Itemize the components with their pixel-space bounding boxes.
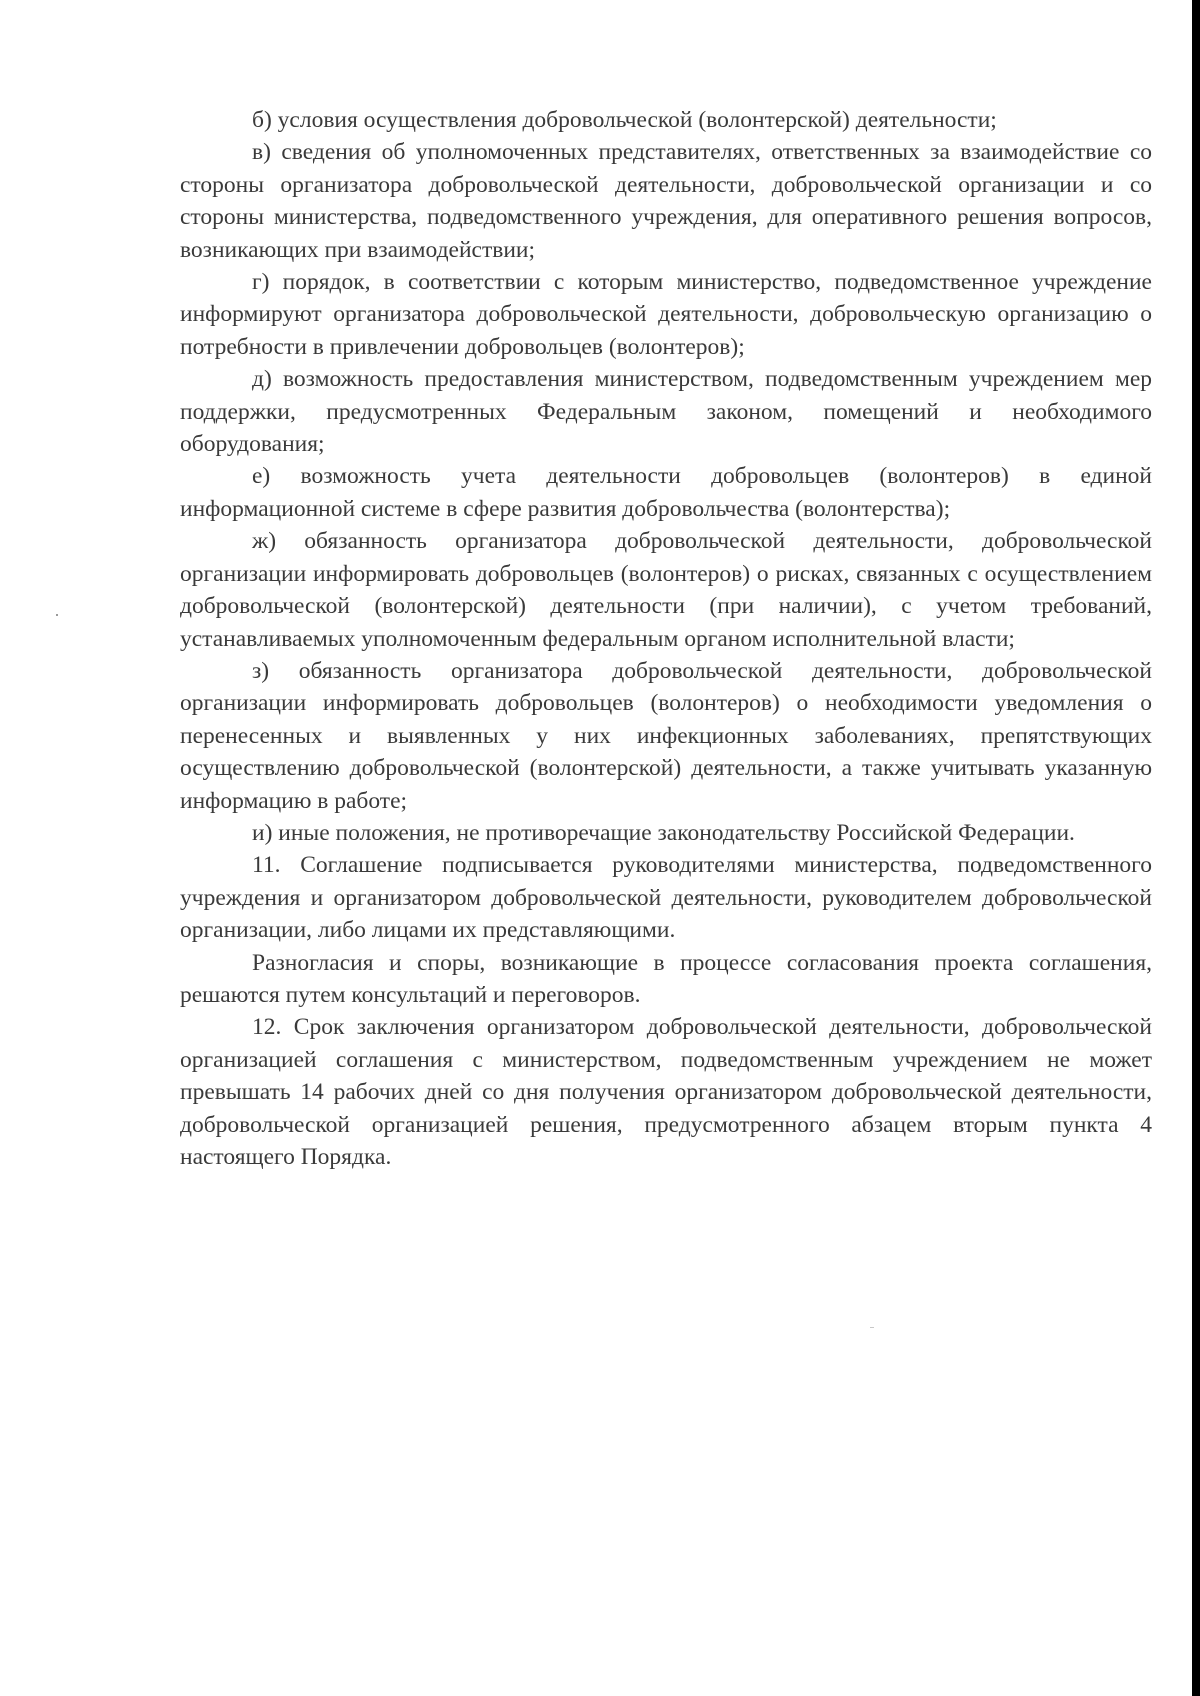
- paragraph-11: 11. Соглашение подписывается руководителями министерства, подведомственного учреждения и организатором добровольческой деятельности, руководителем добровольческой организации, либо лицами их представляющими.: [180, 852, 1152, 944]
- paragraph-b: б) условия осуществления добровольческой (волонтерской) деятельности;: [252, 107, 997, 133]
- paragraph-12: 12. Срок заключения организатором добровольческой деятельности, добровольческой организацией соглашения с министерством, подведомственным учреждением не может превышать 14 рабочих дней со дня получения организатором добровольческой деятельности, добровольческой организацией решения, предусмотренного абзацем вторым пункта 4 настоящего Порядка.: [180, 1014, 1152, 1170]
- paragraph-g: г) порядок, в соответствии с которым министерство, подведомственное учреждение информируют организатора добровольческой деятельности, добровольческую организацию о потребности в привлечении добровольцев (волонтеров);: [180, 269, 1152, 360]
- paragraph-d: д) возможность предоставления министерством, подведомственным учреждением мер поддержки, предусмотренных Федеральным законом, помещений и необходимого оборудования;: [180, 366, 1152, 458]
- paragraph-e: е) возможность учета деятельности добровольцев (волонтеров) в единой информационной системе в сфере развития добровольчества (волонтерства);: [180, 463, 1152, 522]
- paragraph-z: з) обязанность организатора добровольческой деятельности, добровольческой организации информировать добровольцев (волонтеров) о необходимости уведомления о перенесенных и выявленных у них инфекционных заболеваниях, препятствующих осуществлению добровольческой (волонтерской) деятельности, а также учитывать указанную информацию в работе;: [180, 657, 1152, 814]
- scan-speck: [870, 1327, 874, 1328]
- scan-speck: [56, 614, 58, 616]
- paragraph-v: в) сведения об уполномоченных представителях, ответственных за взаимодействие со стороны организатора добровольческой деятельности, добровольческой организации и со стороны министерства, подведомственного учреждения, для оперативного решения вопросов, возникающих при взаимодействии;: [180, 139, 1152, 263]
- paragraph-zh: ж) обязанность организатора добровольческой деятельности, добровольческой организации информировать добровольцев (волонтеров) о рисках, связанных с осуществлением добровольческой (волонтерской) деятельности (при наличии), с учетом требований, устанавливаемых уполномоченным федеральным органом исполнительной власти;: [180, 528, 1152, 652]
- document-body: [180, 104, 1152, 1173]
- scan-edge-border: [1192, 0, 1200, 1696]
- paragraph-i: и) иные положения, не противоречащие законодательству Российской Федерации.: [252, 819, 1075, 846]
- paragraph-disagreements: Разногласия и споры, возникающие в процессе согласования проекта соглашения, решаются путем консультаций и переговоров.: [180, 949, 1152, 1008]
